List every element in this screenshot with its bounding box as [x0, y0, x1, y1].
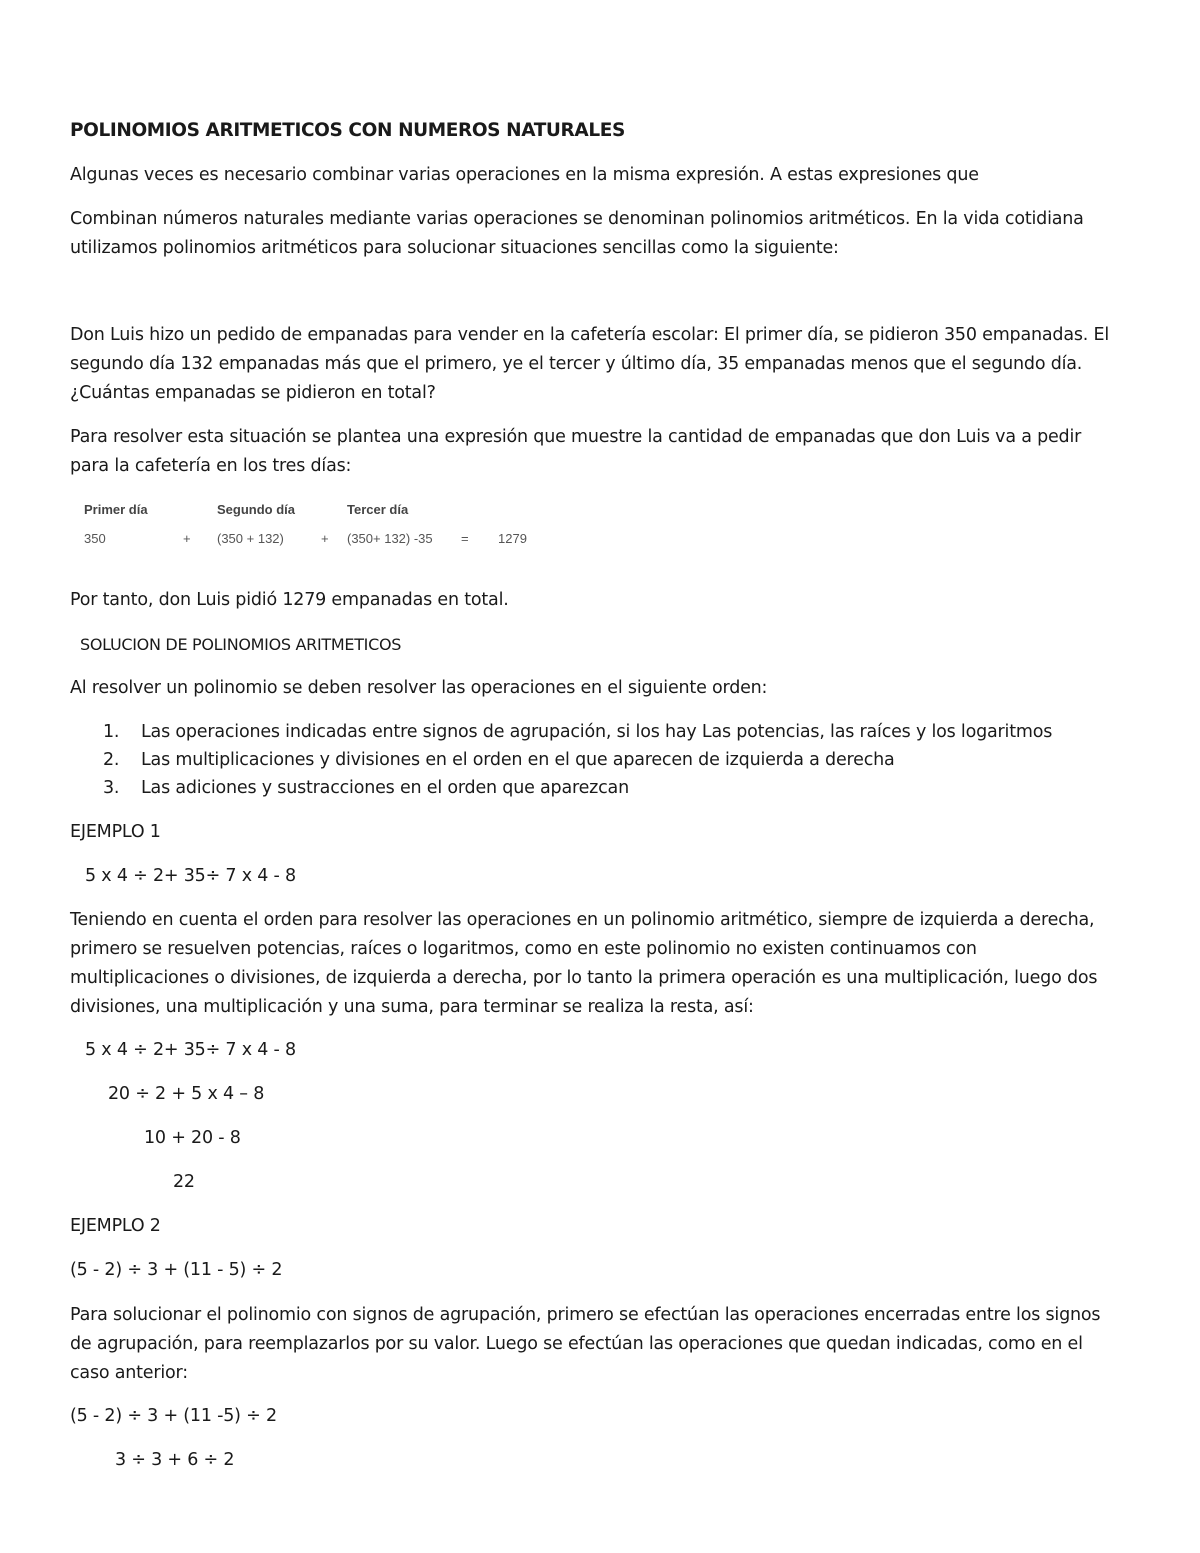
table-header-day2: Segundo día	[217, 502, 295, 517]
example1-explanation-1: Teniendo en cuenta el orden para resolver las operaciones en un polinomio aritmético, siempre de izquierda a derecha,	[70, 910, 1095, 930]
page-title: POLINOMIOS ARITMETICOS CON NUMEROS NATURALES	[70, 120, 625, 141]
example2-step-2: 3 ÷ 3 + 6 ÷ 2	[115, 1450, 235, 1470]
example2-explanation-2: de agrupación, para reemplazarlos por su valor. Luego se efectúan las operaciones que quedan indicadas, como en el	[70, 1334, 1083, 1354]
conclusion: Por tanto, don Luis pidió 1279 empanadas en total.	[70, 590, 509, 610]
table-cell-equals: =	[461, 531, 469, 546]
list-item	[103, 774, 629, 802]
example2-label: EJEMPLO 2	[70, 1216, 161, 1236]
example1-result: 22	[173, 1172, 195, 1192]
intro-line-2: Combinan números naturales mediante varias operaciones se denominan polinomios aritméticos. En la vida cotidiana	[70, 209, 1084, 229]
list-number: 3.	[103, 778, 120, 798]
example1-expression: 5 x 4 ÷ 2+ 35÷ 7 x 4 - 8	[85, 866, 296, 886]
table-cell-day2: (350 + 132)	[217, 531, 284, 546]
list-item	[103, 718, 1052, 746]
table-cell-plus2: +	[321, 531, 329, 546]
example1-step-1: 5 x 4 ÷ 2+ 35÷ 7 x 4 - 8	[85, 1040, 296, 1060]
example1-label: EJEMPLO 1	[70, 822, 161, 842]
table-header-day1: Primer día	[84, 502, 148, 517]
intro-line-3: utilizamos polinomios aritméticos para solucionar situaciones sencillas como la siguiente:	[70, 238, 839, 258]
example2-expression: (5 - 2) ÷ 3 + (11 - 5) ÷ 2	[70, 1260, 283, 1280]
table-cell-day1: 350	[84, 531, 106, 546]
problem-line-1: Don Luis hizo un pedido de empanadas para vender en la cafetería escolar: El primer día, se pidieron 350 empanadas. El	[70, 325, 1110, 345]
example1-explanation-4: divisiones, una multiplicación y una suma, para terminar se realiza la resta, así:	[70, 997, 754, 1017]
table-cell-plus1: +	[183, 531, 191, 546]
problem-line-2: segundo día 132 empanadas más que el primero, ye el tercer y último día, 35 empanadas menos que el segundo día.	[70, 354, 1083, 374]
list-text: Las multiplicaciones y divisiones en el orden en el que aparecen de izquierda a derecha	[141, 750, 895, 770]
problem-line-3: ¿Cuántas empanadas se pidieron en total?	[70, 383, 436, 403]
example2-step-1: (5 - 2) ÷ 3 + (11 -5) ÷ 2	[70, 1406, 277, 1426]
section-title: SOLUCION DE POLINOMIOS ARITMETICOS	[80, 635, 402, 654]
list-text: Las operaciones indicadas entre signos de agrupación, si los hay Las potencias, las raíces y los logaritmos	[141, 722, 1053, 742]
example1-step-3: 10 + 20 - 8	[144, 1128, 241, 1148]
list-number: 2.	[103, 750, 120, 770]
intro-line-1: Algunas veces es necesario combinar varias operaciones en la misma expresión. A estas expresiones que	[70, 165, 979, 185]
example2-explanation-3: caso anterior:	[70, 1363, 188, 1383]
list-text: Las adiciones y sustracciones en el orden que aparezcan	[141, 778, 629, 798]
list-item	[103, 746, 895, 774]
example2-explanation-1: Para solucionar el polinomio con signos de agrupación, primero se efectúan las operaciones encerradas entre los signos	[70, 1305, 1101, 1325]
example1-explanation-2: primero se resuelven potencias, raíces o logaritmos, como en este polinomio no existen continuamos con	[70, 939, 977, 959]
resolve-line-1: Para resolver esta situación se plantea una expresión que muestre la cantidad de empanadas que don Luis va a pedir	[70, 427, 1082, 447]
order-intro: Al resolver un polinomio se deben resolver las operaciones en el siguiente orden:	[70, 678, 768, 698]
resolve-line-2: para la cafetería en los tres días:	[70, 456, 352, 476]
list-number: 1.	[103, 722, 120, 742]
table-header-day3: Tercer día	[347, 502, 409, 517]
example1-explanation-3: multiplicaciones o divisiones, de izquierda a derecha, por lo tanto la primera operación es una multiplicación, luego dos	[70, 968, 1098, 988]
table-cell-day3: (350+ 132) -35	[347, 531, 433, 546]
table-cell-total: 1279	[498, 531, 527, 546]
example1-step-2: 20 ÷ 2 + 5 x 4 – 8	[108, 1084, 265, 1104]
